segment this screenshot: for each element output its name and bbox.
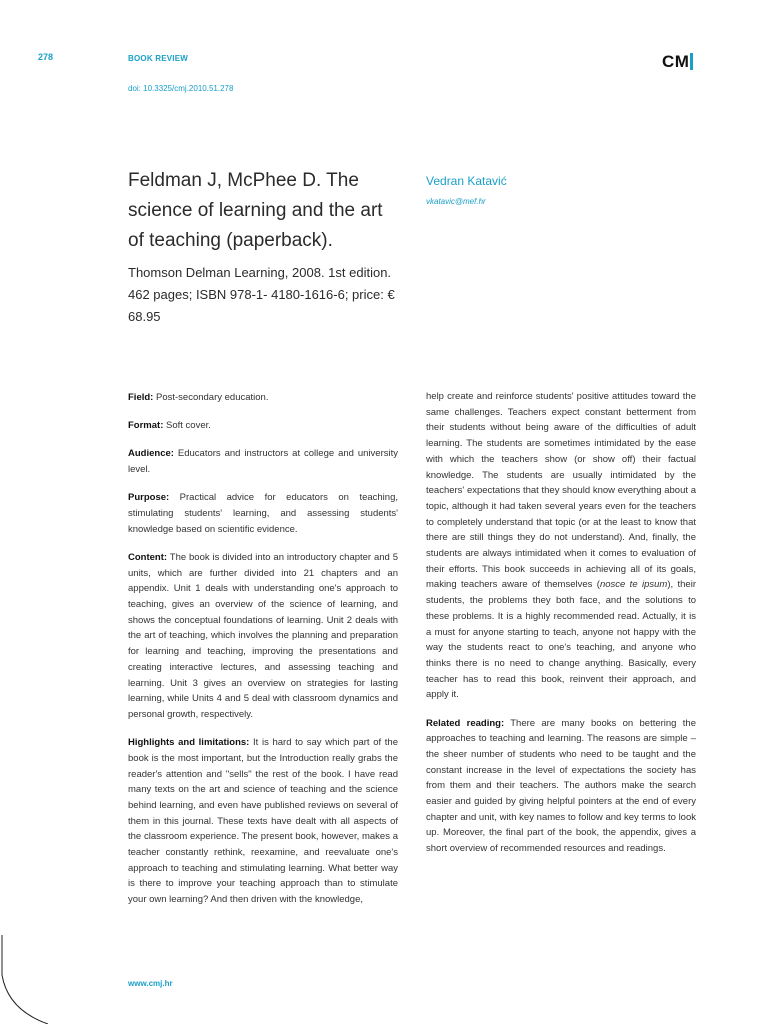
purpose-label: Purpose: [128, 492, 170, 504]
highlights-paragraph [128, 735, 398, 908]
reviewer-name: Vedran Katavić [426, 174, 507, 188]
book-title: Feldman J, McPhee D. The science of learning and the art of teaching (paperback). [128, 170, 383, 251]
format-paragraph [128, 418, 398, 434]
field-label: Field: [128, 392, 154, 403]
related-text: There are many books on bettering the approaches to teaching and learning. The reasons are simple – the sheer number of students who need to be taught and the constant increase in the level of expectations the society has from them and their teachers. The authors make the search easier and guided by giving helpful pointers at the end of every chapter and unit, with key names to follow and key terms to look up. Moreover, the final part of the book, the appendix, gives a short overview of recommended resources and readings. [426, 717, 696, 855]
audience-label: Audience: [128, 448, 174, 460]
journal-logo [662, 52, 693, 72]
book-publication-info: Thomson Delman Learning, 2008. 1st edition. 462 pages; ISBN 978-1- 4180-1616-6; price: € 68.95 [128, 265, 395, 324]
continued-paragraph [426, 389, 696, 703]
continued-italic: nosce te ipsum [599, 579, 668, 591]
audience-text: Educators and instructors at college and university level. [128, 448, 398, 476]
purpose-text: Practical advice for educators on teaching, stimulating students' learning, and assessing students' knowledge based on scientific evidence. [128, 492, 398, 535]
content-paragraph [128, 550, 398, 723]
purpose-paragraph [128, 490, 398, 537]
content-text: The book is divided into an introductory chapter and 5 units, which are further divided into 21 chapters and an appendix. Unit 1 deals with understanding one's approach to teaching, gives an overview of the science of learning, and shows the conceptual foundations of learning. Unit 2 deals with the art of teaching, which involves the planning and preparation for learning and teaching, improving the presentations and creating interactive lectures, and assessing teaching and learning. Unit 3 gives an overview on strategies for lasting learning, while Units 4 and 5 deal with classroom dynamics and personal growth, respectively. [128, 551, 398, 720]
format-label: Format: [128, 420, 164, 432]
audience-paragraph [128, 446, 398, 477]
field-text: Post-secondary education. [153, 392, 269, 403]
related-paragraph [426, 716, 696, 857]
doi-link[interactable]: doi: 10.3325/cmj.2010.51.278 [128, 84, 234, 93]
page-number: 278 [38, 52, 54, 62]
field-paragraph [128, 390, 398, 406]
format-text: Soft cover. [163, 420, 211, 432]
reviewer-email[interactable]: vkatavic@mef.hr [426, 197, 486, 206]
page-curl-decoration [0, 935, 60, 1024]
related-label: Related reading: [426, 717, 505, 729]
section-label: BOOK REVIEW [128, 54, 188, 63]
left-column [128, 390, 398, 920]
continued-text-2: ), their students, the problems they both face, and the solutions to these problems. It is a highly recommended read. Actually, it is a must for anyone starting to teach, anyone not happy with the way the students react to one's teaching, and anyone who thinks there is no need to change anything. Basically, every teacher has to read this book, reinvent their approach, and apply it. [426, 579, 696, 701]
logo-bar-icon [690, 53, 693, 70]
highlights-label: Highlights and limitations: [128, 737, 250, 749]
right-column [426, 389, 696, 869]
highlights-text: It is hard to say which part of the book is the most important, but the Introduction really grabs the reader's attention and "sells" the rest of the book. I have read many texts on the art and science of teaching and the science behind learning, and even have published reviews on several of them in this journal. These texts have dealt with all aspects of the classroom experience. The present book, however, makes a teacher constantly rethink, reexamine, and reevaluate one's approach to teaching and stimulating learning. What better way is there to improve your teaching approach than to stimulate your own learning? And then driven with the knowledge, [128, 737, 399, 906]
footer-url[interactable]: www.cmj.hr [128, 979, 173, 988]
content-label: Content: [128, 551, 168, 563]
logo-text: CM [662, 52, 690, 71]
continued-text-1: help create and reinforce students' positive attitudes toward the same challenges. Teachers expect constant betterment from their students without being aware of the difficulties of adult learning. The students are sometimes intimidated by the ease with which the teachers show (or show off) their factual knowledge. The students are usually intimidated by the teachers' expectations that they should know everything about a topic, although it had taken several years even for the teachers to completely understand that topic (or at the least to know that there are still things they do not understand). And, finally, the students are always intimidated when it comes to evaluation of their efforts. This book succeeds in achieving all of its goals, making teachers aware of themselves ( [426, 391, 696, 591]
